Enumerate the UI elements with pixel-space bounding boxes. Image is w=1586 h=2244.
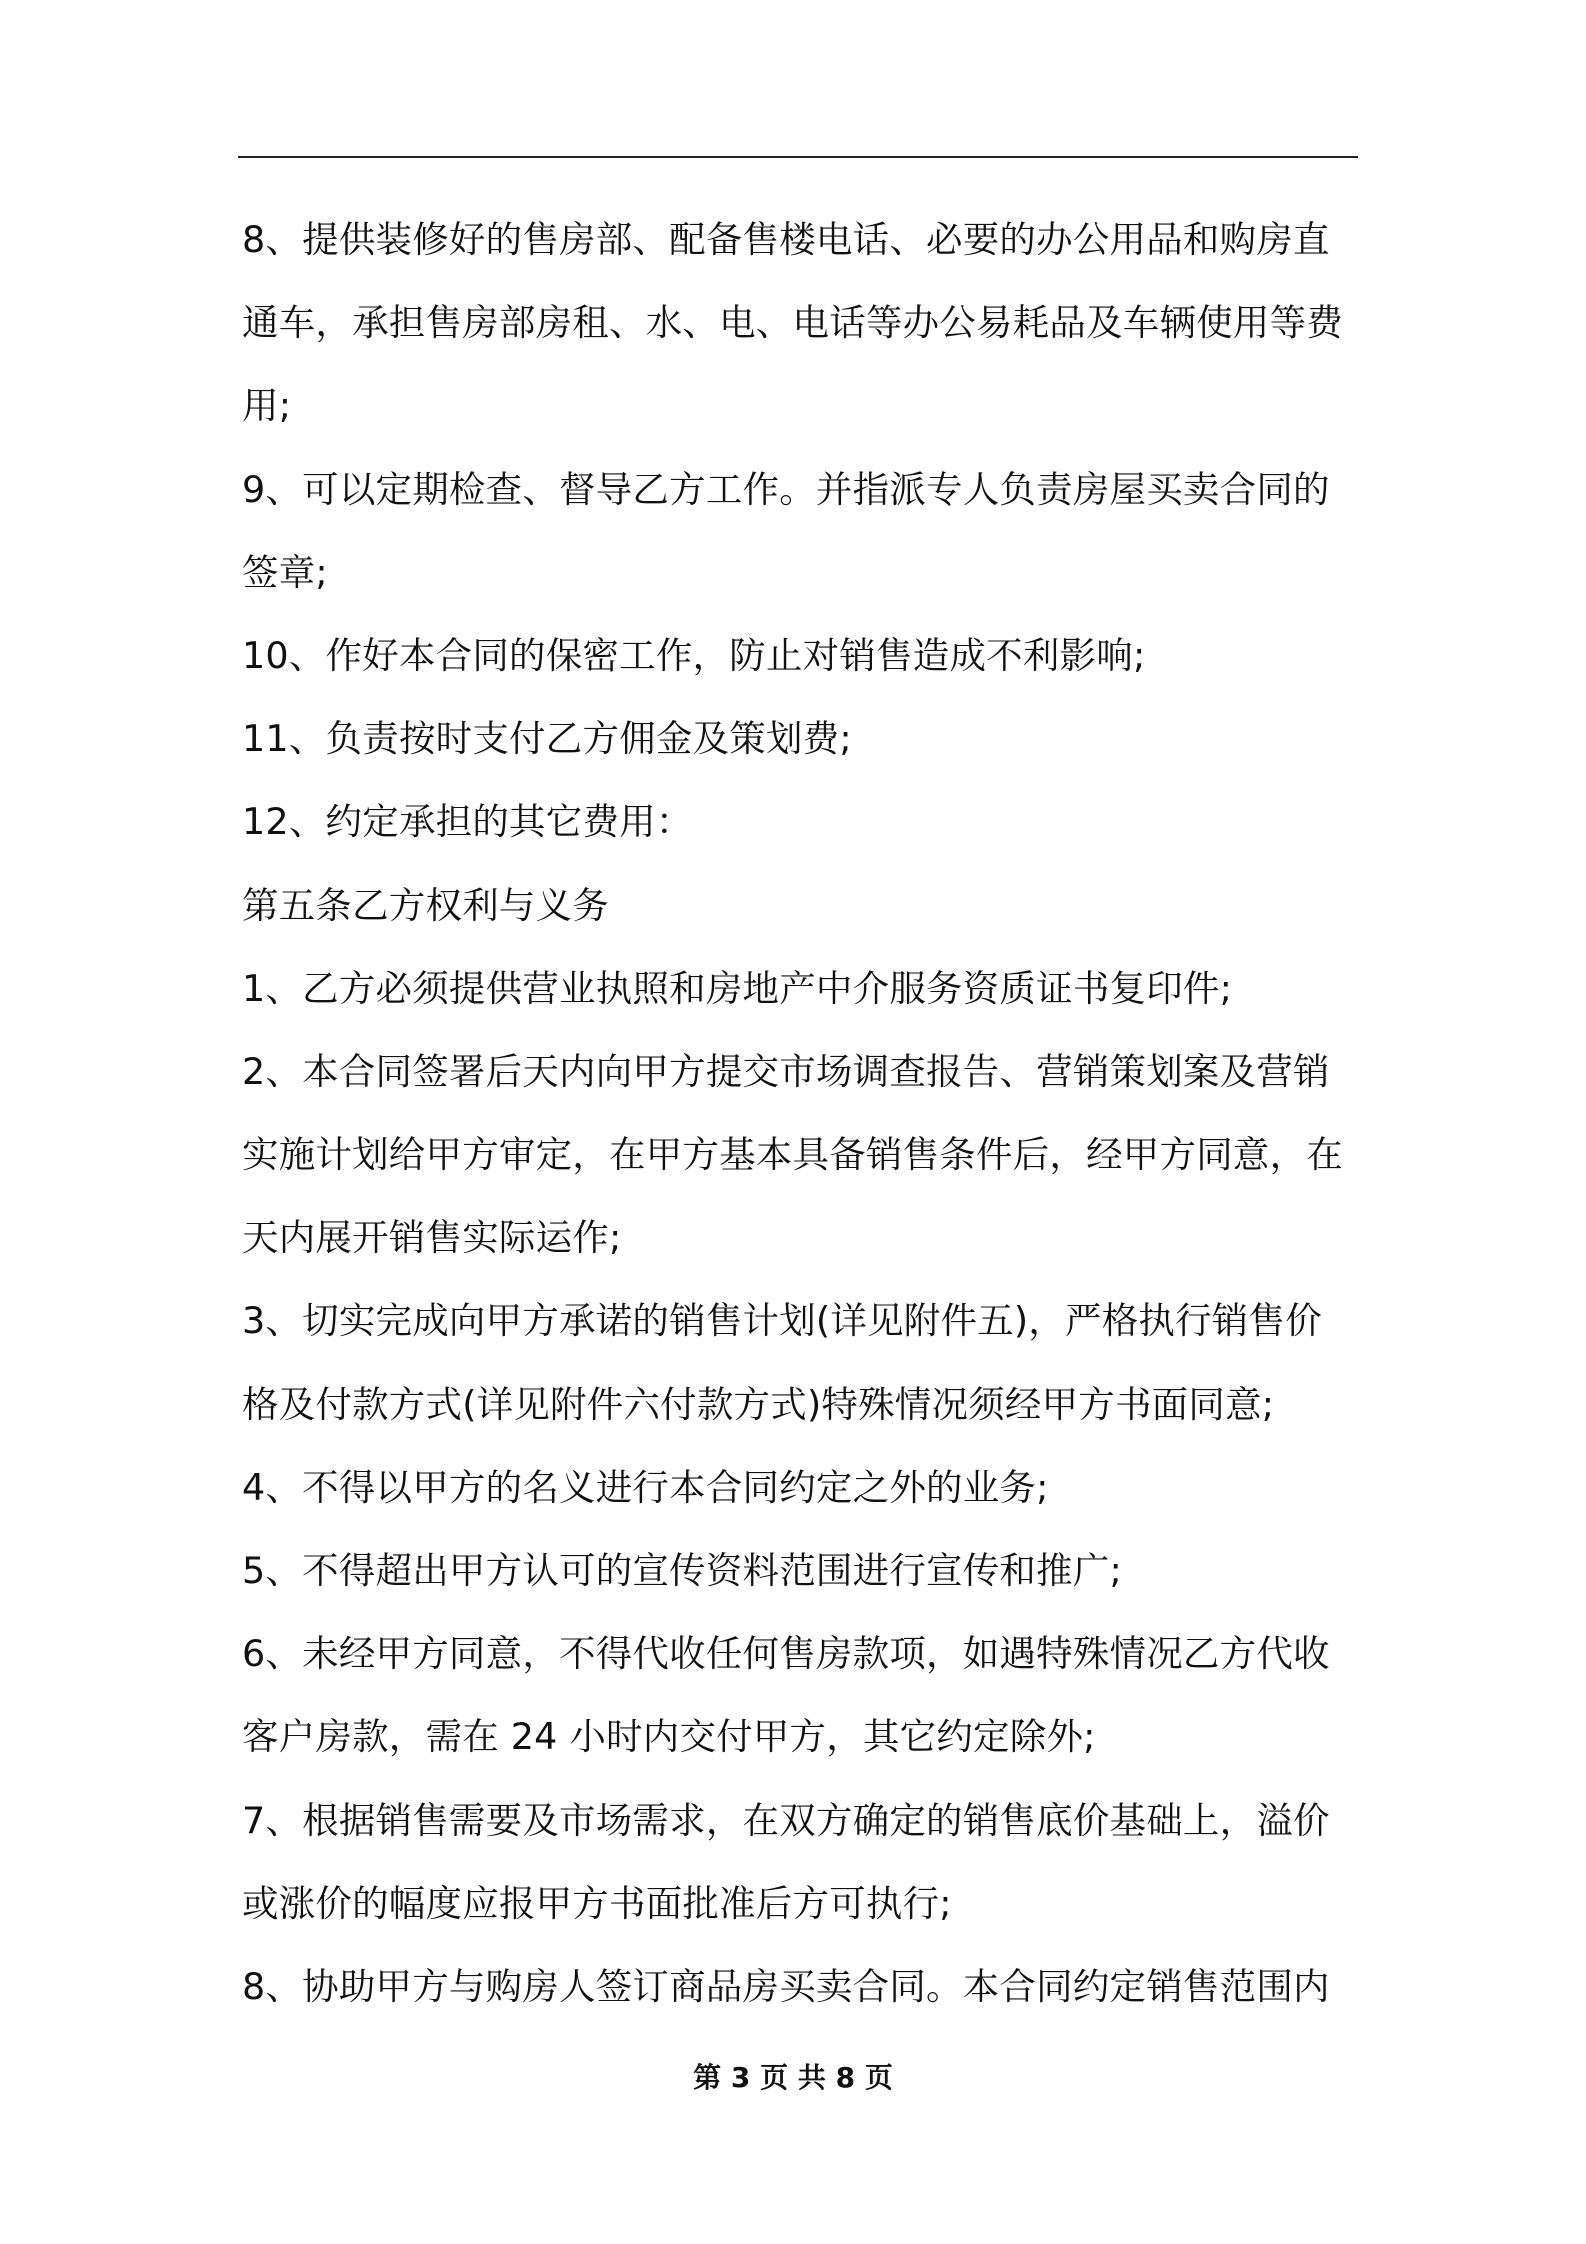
text-line-6: 10、作好本合同的保密工作，防止对销售造成不利影响; bbox=[242, 633, 1146, 677]
text-line-3: 用; bbox=[242, 384, 292, 428]
text-line-12: 实施计划给甲方审定，在甲方基本具备销售条件后，经甲方同意，在 bbox=[242, 1133, 1343, 1177]
text-line-7: 11、负责按时支付乙方佣金及策划费; bbox=[242, 717, 852, 761]
header-rule bbox=[238, 156, 1358, 158]
text-line-11: 2、本合同签署后天内向甲方提交市场调查报告、营销策划案及营销 bbox=[242, 1049, 1330, 1093]
text-line-10: 1、乙方必须提供营业执照和房地产中介服务资质证书复印件; bbox=[242, 966, 1233, 1010]
text-line-5: 签章; bbox=[242, 550, 328, 594]
text-line-1: 8、提供装修好的售房部、配备售楼电话、必要的办公用品和购房直 bbox=[242, 218, 1330, 261]
section-heading: 第五条乙方权利与义务 bbox=[242, 883, 609, 927]
text-line-17: 5、不得超出甲方认可的宣传资料范围进行宣传和推广; bbox=[242, 1549, 1123, 1592]
text-line-13: 天内展开销售实际运作; bbox=[242, 1216, 622, 1260]
text-line-20: 7、根据销售需要及市场需求，在双方确定的销售底价基础上，溢价 bbox=[242, 1798, 1330, 1842]
text-line-22: 8、协助甲方与购房人签订商品房买卖合同。本合同约定销售范围内 bbox=[242, 1964, 1330, 2008]
page-number: 第 3 页 共 8 页 bbox=[693, 2061, 893, 2094]
text-line-16: 4、不得以甲方的名义进行本合同约定之外的业务; bbox=[242, 1465, 1049, 1509]
text-line-4: 9、可以定期检查、督导乙方工作。并指派专人负责房屋买卖合同的 bbox=[242, 467, 1330, 511]
text-line-14: 3、切实完成向甲方承诺的销售计划(详见附件五)，严格执行销售价 bbox=[242, 1299, 1322, 1343]
text-line-15: 格及付款方式(详见附件六付款方式)特殊情况须经甲方书面同意; bbox=[242, 1382, 1275, 1426]
text-line-2: 通车，承担售房部房租、水、电、电话等办公易耗品及车辆使用等费 bbox=[242, 301, 1343, 345]
text-line-19: 客户房款，需在 24 小时内交付甲方，其它约定除外; bbox=[242, 1715, 1096, 1759]
text-line-18: 6、未经甲方同意，不得代收任何售房款项，如遇特殊情况乙方代收 bbox=[242, 1632, 1330, 1676]
document-body bbox=[242, 198, 1358, 2028]
text-line-8: 12、约定承担的其它费用： bbox=[242, 800, 693, 844]
text-line-21: 或涨价的幅度应报甲方书面批准后方可执行; bbox=[242, 1881, 952, 1925]
